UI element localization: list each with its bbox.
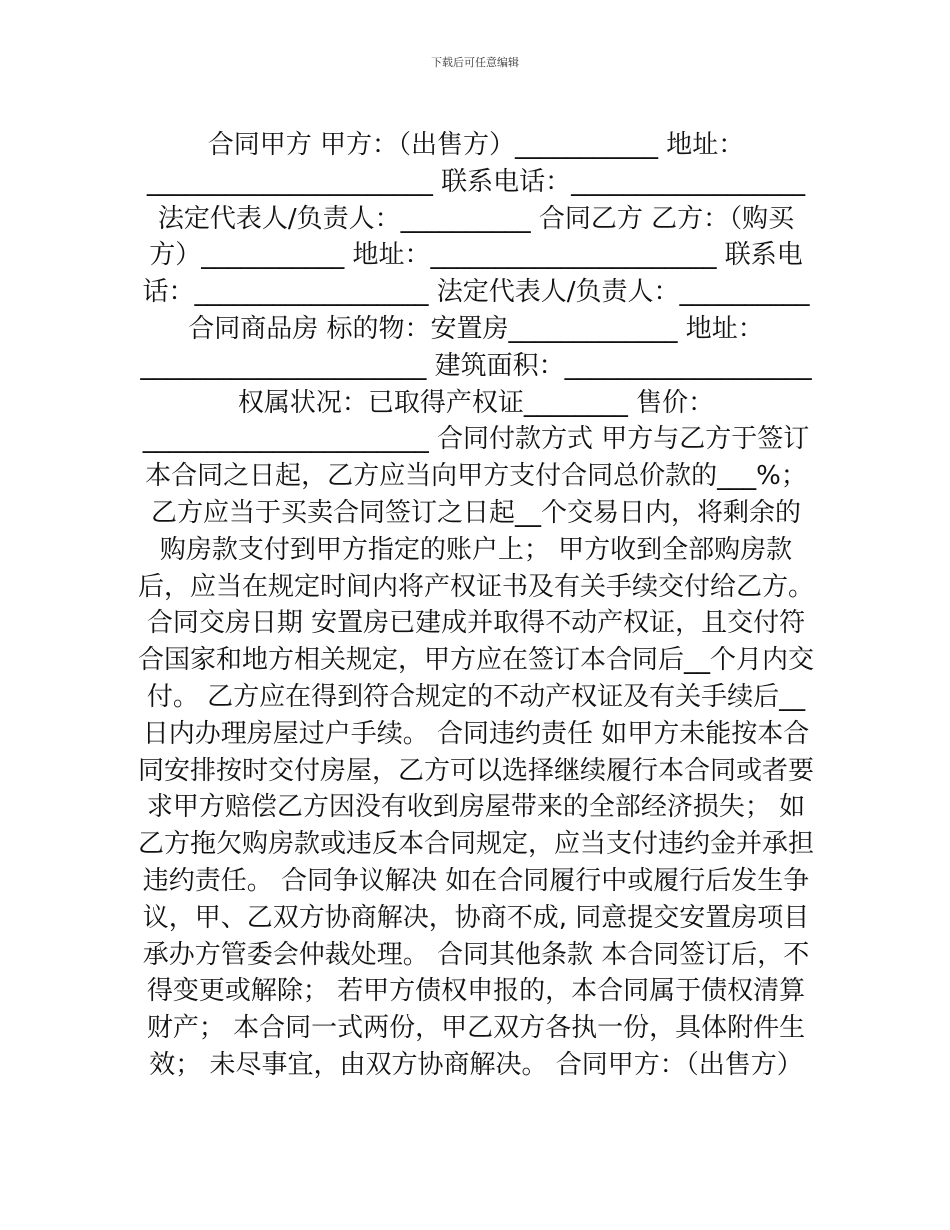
- contract-line: 购房款支付到甲方指定的账户上； 甲方收到全部购房款: [159, 534, 793, 565]
- contract-line: 同安排按时交付房屋，乙方可以选择继续履行本合同或者要: [137, 755, 814, 786]
- contract-line: 方）___________ 地址：______________________ 联系电: [149, 240, 803, 271]
- contract-line: 效； 未尽事宜，由双方协商解决。 合同甲方：（出售方）: [149, 1049, 803, 1080]
- contract-body: [112, 127, 840, 1084]
- contract-line: 议，甲、乙双方协商解决，协商不成, 同意提交安置房项目: [142, 902, 810, 933]
- contract-line: 后，应当在规定时间内将产权证书及有关手续交付给乙方。: [137, 571, 814, 602]
- contract-line: 违约责任。 合同争议解决 如在合同履行中或履行后发生争: [142, 865, 810, 896]
- contract-line: 法定代表人/负责人：__________ 合同乙方 乙方：（购买: [157, 203, 795, 234]
- contract-line: 求甲方赔偿乙方因没有收到房屋带来的全部经济损失； 如: [146, 792, 806, 823]
- contract-line: 合同甲方 甲方：（出售方）___________ 地址：: [207, 130, 745, 160]
- contract-line: 付。 乙方应在得到符合规定的不动产权证及有关手续后__: [146, 681, 806, 712]
- contract-line: 合国家和地方相关规定，甲方应在签订本合同后__个月内交: [137, 645, 814, 676]
- contract-line: 合同商品房 标的物：安置房_____________ 地址：: [188, 313, 764, 344]
- contract-line: 日内办理房屋过户手续。 合同违约责任 如甲方未能按本合: [142, 718, 810, 749]
- contract-line: 合同交房日期 安置房已建成并取得不动产权证，且交付符: [146, 608, 806, 639]
- contract-line: 乙方拖欠购房款或违反本合同规定，应当支付违约金并承担: [137, 829, 814, 860]
- contract-line: ______________________ 合同付款方式 甲方与乙方于签订: [142, 424, 810, 455]
- contract-line: 得变更或解除； 若甲方债权申报的，本合同属于债权清算: [146, 976, 806, 1007]
- contract-line: 承办方管委会仲裁处理。 合同其他条款 本合同签订后，不: [142, 939, 810, 970]
- contract-line: 财产； 本合同一式两份，甲乙双方各执一份，具体附件生: [146, 1013, 806, 1044]
- contract-line: 话：__________________ 法定代表人/负责人：__________: [142, 277, 810, 308]
- header-note: 下载后可任意编辑: [431, 56, 519, 69]
- contract-line: 乙方应当于买卖合同签订之日起__个交易日内，将剩余的: [150, 497, 801, 528]
- contract-line: 权属状况：已取得产权证________ 售价：: [237, 387, 715, 418]
- contract-line: ______________________ 建筑面积：___________________: [140, 350, 812, 381]
- contract-line: ______________________ 联系电话：__________________: [146, 166, 806, 197]
- contract-line: 本合同之日起，乙方应当向甲方支付合同总价款的___%；: [145, 461, 807, 492]
